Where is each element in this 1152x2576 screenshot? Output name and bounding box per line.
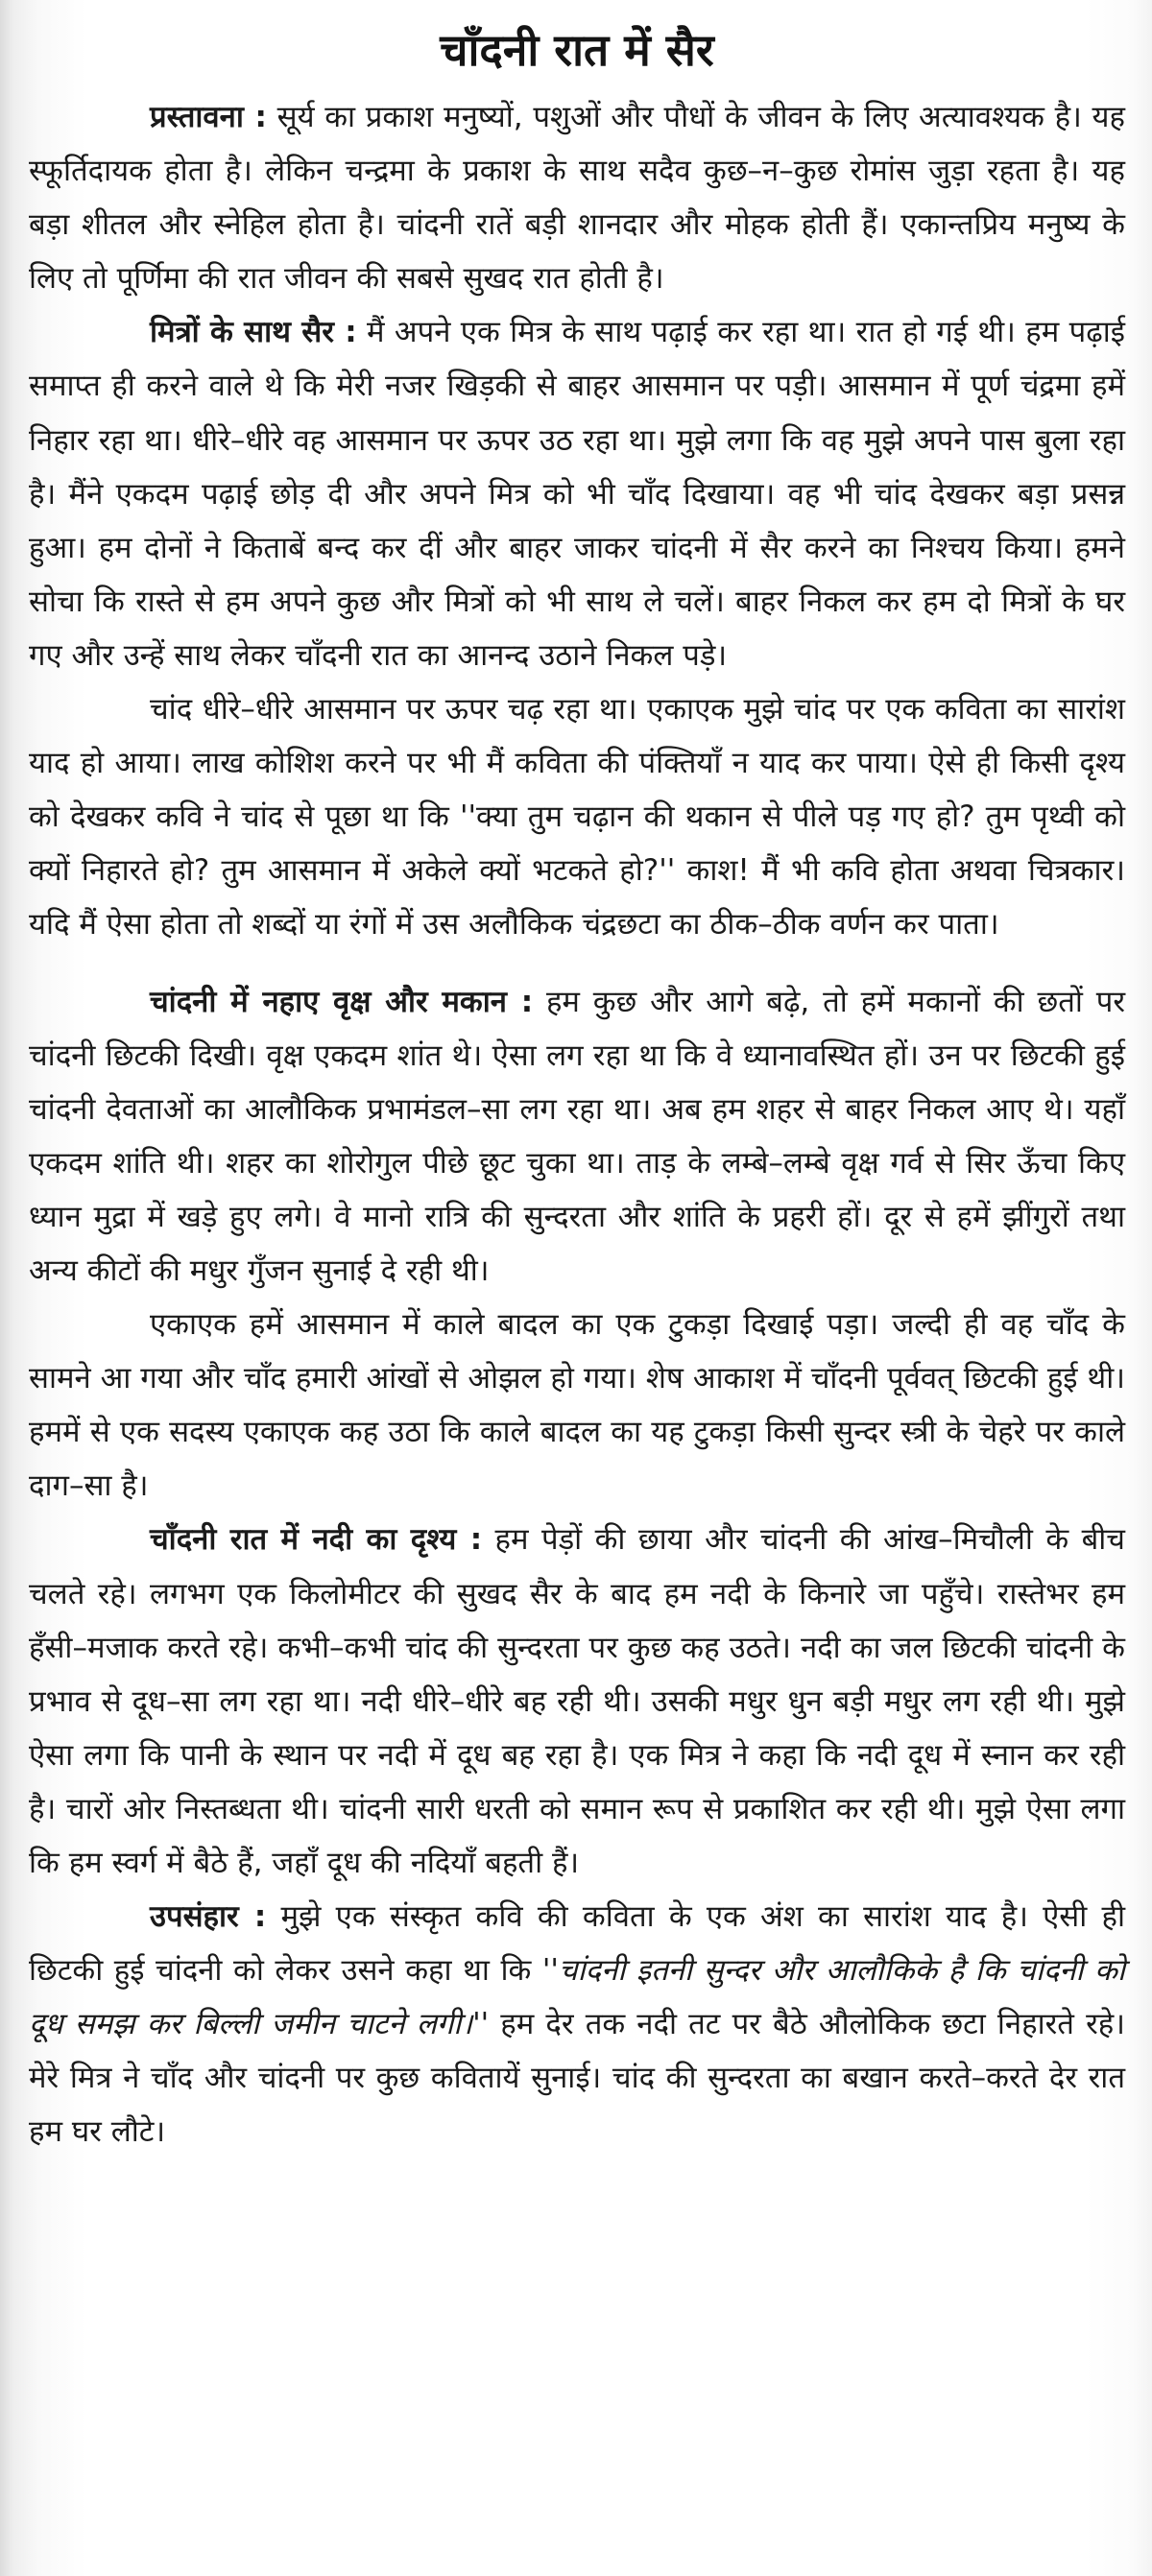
paragraph-heading: प्रस्तावना : [150, 100, 267, 134]
paragraph-introduction [29, 90, 1125, 305]
paragraph-text: एकाएक हमें आसमान में काले बादल का एक टुकड़ा दिखाई पड़ा। जल्दी ही वह चाँद के सामने आ गया और चाँद हमारी आंखों से ओझल हो गया। शेष आकाश में चाँदनी पूर्ववत् छिटकी हुई थी। हममें से एक सदस्य एकाएक कह उठा कि काले बादल का यह टुकड़ा किसी सुन्दर स्त्री के चेहरे पर काले दाग–सा है। [29, 1307, 1125, 1504]
paragraph-text-after: हम देर तक नदी तट पर बैठे औलोकिक छटा निहारते रहे। मेरे मित्र ने चाँद और चांदनी पर कुछ कवितायें सुनाई। चांद की सुन्दरता का बखान करते–करते देर रात हम घर लौटे। [29, 2007, 1126, 2150]
paragraph-conclusion [29, 1890, 1125, 2159]
paragraph-river-scene [29, 1513, 1125, 1890]
paragraph-trees-and-houses [29, 975, 1125, 1299]
paragraph-heading: मित्रों के साथ सैर : [150, 315, 357, 350]
paragraph-text: मैं अपने एक मित्र के साथ पढ़ाई कर रहा था। रात हो गई थी। हम पढ़ाई समाप्त ही करने वाले थे कि मेरी नजर खिड़की से बाहर आसमान पर पड़ी। आसमान में पूर्ण चंद्रमा हमें निहार रहा था। धीरे–धीरे वह आसमान पर ऊपर उठ रहा था। मुझे लगा कि वह मुझे अपने पास बुला रहा है। मैंने एकदम पढ़ाई छोड़ दी और अपने मित्र को भी चाँद दिखाया। वह भी चांद देखकर बड़ा प्रसन्न हुआ। हम दोनों ने किताबें बन्द कर दीं और बाहर जाकर चांदनी में सैर करने का निश्चय किया। हमने सोचा कि रास्ते से हम अपने कुछ और मित्रों को भी साथ ले चलें। बाहर निकल कर हम दो मित्रों के घर गए और उन्हें साथ लेकर चाँदनी रात का आनन्द उठाने निकल पड़े। [29, 315, 1125, 673]
paragraph-heading: उपसंहार : [150, 1899, 267, 1935]
paragraph-moon-poem [29, 682, 1125, 951]
paragraph-text: हम पेड़ों की छाया और चांदनी की आंख–मिचौली के बीच चलते रहे। लगभग एक किलोमीटर की सुखद सैर के बाद हम नदी के किनारे जा पहुँचे। रास्तेभर हम हँसी–मजाक करते रहे। कभी–कभी चांद की सुन्दरता पर कुछ कह उठते। नदी का जल छिटकी चांदनी के प्रभाव से दूध–सा लग रहा था। नदी धीरे–धीरे बह रही थी। उसकी मधुर धुन बड़ी मधुर लग रही थी। मुझे ऐसा लगा कि पानी के स्थान पर नदी में दूध बह रहा है। एक मित्र ने कहा कि नदी दूध में स्नान कर रही है। चारों ओर निस्तब्धता थी। चांदनी सारी धरती को समान रूप से प्रकाशित कर रही थी। मुझे ऐसा लगा कि हम स्वर्ग में बैठे हैं, जहाँ दूध की नदियाँ बहती हैं। [29, 1522, 1125, 1880]
paragraph-text: चांद धीरे–धीरे आसमान पर ऊपर चढ़ रहा था। एकाएक मुझे चांद पर एक कविता का सारांश याद हो आया। लाख कोशिश करने पर भी मैं कविता की पंक्तियाँ न याद कर पाया। ऐसे ही किसी दृश्य को देखकर कवि ने चांद से पूछा था कि ''क्या तुम चढ़ान की थकान से पीले पड़ गए हो? तुम पृथ्वी को क्यों निहारते हो? तुम आसमान में अकेले क्यों भटकते हो?'' काश! मैं भी कवि होता अथवा चित्रकार। यदि मैं ऐसा होता तो शब्दों या रंगों में उस अलौकिक चंद्रछटा का ठीक–ठीक वर्णन कर पाता। [29, 692, 1125, 942]
paragraph-heading: चांदनी में नहाए वृक्ष और मकान : [150, 984, 534, 1019]
paragraph-text: मुझे एक संस्कृत कवि की कविता के एक अंश का सारांश याद है। ऐसी ही छिटकी हुई चांदनी को लेकर उसने कहा था कि [29, 1899, 1125, 1989]
paragraph-text: सूर्य का प्रकाश मनुष्यों, पशुओं और पौधों के जीवन के लिए अत्यावश्यक है। यह स्फूर्तिदायक होता है। लेकिन चन्द्रमा के प्रकाश के साथ सदैव कुछ–न–कुछ रोमांस जुड़ा रहता है। यह बड़ा शीतल और स्नेहिल होता है। चांदनी रातें बड़ी शानदार और मोहक होती हैं। एकान्तप्रिय मनुष्य के लिए तो पूर्णिमा की रात जीवन की सबसे सुखद रात होती है। [29, 100, 1125, 297]
paragraph-text: हम कुछ और आगे बढ़े, तो हमें मकानों की छतों पर चांदनी छिटकी दिखी। वृक्ष एकदम शांत थे। ऐसा लग रहा था कि वे ध्यानावस्थित हों। उन पर छिटकी हुई चांदनी देवताओं का आलौकिक प्रभामंडल–सा लग रहा था। अब हम शहर से बाहर निकल आए थे। यहाँ एकदम शांति थी। शहर का शोरोगुल पीछे छूट चुका था। ताड़ के लम्बे–लम्बे वृक्ष गर्व से सिर ऊँचा किए ध्यान मुद्रा में खड़े हुए लगे। वे मानो रात्रि की सुन्दरता और शांति के प्रहरी हों। दूर से हमें झींगुरों तथा अन्य कीटों की मधुर गुँजन सुनाई दे रही थी। [29, 984, 1125, 1288]
paragraph-heading: चाँदनी रात में नदी का दृश्य : [150, 1522, 483, 1558]
paragraph-walk-with-friends [29, 305, 1125, 682]
paragraph-dark-cloud [29, 1298, 1125, 1513]
essay-title: चाँदनी रात में सैर [440, 24, 714, 76]
poem-quote: ''चांदनी इतनी सुन्दर और आलौकिके है कि चांदनी को दूध समझ कर बिल्ली जमीन चाटने लगी।'' [29, 1953, 1125, 2042]
